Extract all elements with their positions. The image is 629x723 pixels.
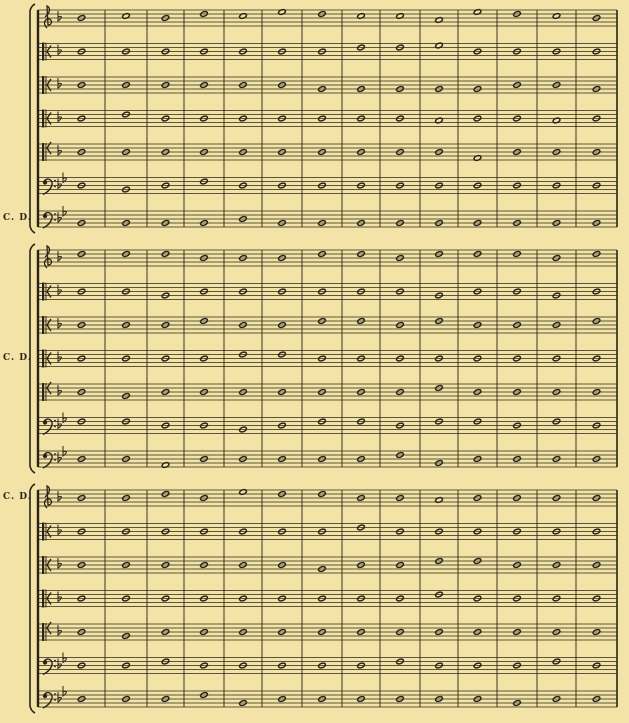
- c-clef-icon: [42, 110, 44, 128]
- system-label: C. D.: [3, 492, 32, 502]
- bass-clef-dot: [54, 213, 56, 215]
- c-clef-thin-bar: [46, 110, 47, 128]
- flat-icon: [58, 179, 61, 189]
- c-clef-thin-bar: [46, 623, 47, 641]
- bass-clef-dot: [54, 699, 56, 701]
- bass-clef-dot: [54, 459, 56, 461]
- bass-clef-dot: [54, 420, 56, 422]
- c-clef-icon: [42, 316, 44, 334]
- flat-icon: [58, 419, 61, 429]
- c-clef-thin-bar: [46, 316, 47, 334]
- flat-icon: [58, 491, 61, 501]
- flat-icon: [58, 625, 61, 635]
- c-clef-icon: [42, 350, 44, 368]
- c-clef-icon: [42, 523, 44, 541]
- c-clef-thin-bar: [46, 43, 47, 61]
- c-clef-icon: [42, 283, 44, 301]
- c-clef-thin-bar: [46, 556, 47, 574]
- flat-icon: [58, 251, 61, 261]
- system-bracket: [30, 4, 35, 233]
- c-clef-thin-bar: [46, 76, 47, 94]
- bass-clef-dot: [54, 453, 56, 455]
- c-clef-thin-bar: [46, 283, 47, 301]
- flat-icon: [58, 145, 61, 155]
- treble-clef-icon: [45, 6, 52, 28]
- bass-clef-dot: [54, 660, 56, 662]
- bass-clef-dot: [54, 693, 56, 695]
- flat-icon: [58, 212, 61, 222]
- flat-icon: [58, 592, 61, 602]
- c-clef-icon: [42, 43, 44, 61]
- flat-icon: [58, 659, 61, 669]
- system-label: C. D.: [3, 352, 32, 363]
- system-bracket: [30, 484, 35, 713]
- c-clef-thin-bar: [46, 350, 47, 368]
- bass-clef-dot: [54, 666, 56, 668]
- flat-icon: [58, 285, 61, 295]
- c-clef-icon: [42, 623, 44, 641]
- treble-clef-icon: [45, 246, 52, 268]
- flat-icon: [58, 78, 61, 88]
- bass-clef-dot: [54, 426, 56, 428]
- c-clef-thin-bar: [46, 523, 47, 541]
- flat-icon: [58, 11, 61, 21]
- c-clef-thin-bar: [46, 383, 47, 401]
- c-clef-thin-bar: [46, 143, 47, 161]
- c-clef-icon: [42, 383, 44, 401]
- c-clef-thin-bar: [46, 590, 47, 608]
- bass-clef-dot: [54, 219, 56, 221]
- bass-clef-dot: [54, 180, 56, 182]
- flat-icon: [58, 558, 61, 568]
- c-clef-icon: [42, 556, 44, 574]
- flat-icon: [58, 385, 61, 395]
- flat-icon: [58, 318, 61, 328]
- flat-icon: [58, 112, 61, 122]
- flat-icon: [58, 45, 61, 55]
- c-clef-icon: [42, 76, 44, 94]
- c-clef-icon: [42, 590, 44, 608]
- flat-icon: [58, 525, 61, 535]
- flat-icon: [58, 352, 61, 362]
- system-label: C. D.: [3, 213, 32, 223]
- bass-clef-dot: [54, 186, 56, 188]
- treble-clef-icon: [45, 486, 52, 508]
- flat-icon: [58, 452, 61, 462]
- flat-icon: [58, 692, 61, 702]
- c-clef-icon: [42, 143, 44, 161]
